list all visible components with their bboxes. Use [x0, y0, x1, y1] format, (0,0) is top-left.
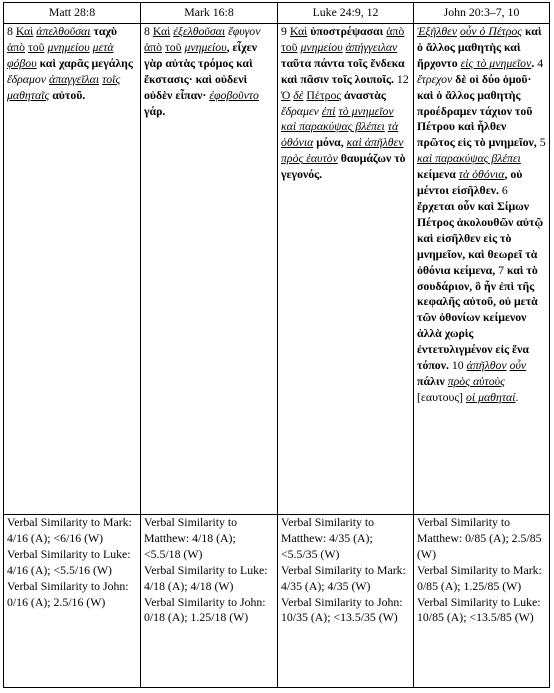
- passage-run: μνημείου: [300, 39, 343, 54]
- similarity-line: Verbal Similarity to John: 10/35 (A); <13.5/35 (W): [281, 594, 403, 625]
- passage-run: 12: [396, 71, 409, 86]
- passage-run: ἀναστὰς: [341, 87, 386, 102]
- passage-run: 9: [281, 24, 290, 38]
- passage-run: καὶ τὸ σουδάριον, ὃ ἦν ἐπὶ τῆς κεφαλῆς αὐτοῦ, οὐ μετὰ τῶν ὀθονίων κείμενον ἀλλὰ χωρὶς ἐντετυλιγμένον εἰς ἕνα τόπον.: [417, 262, 538, 373]
- passage-run: κείμενα: [417, 167, 459, 182]
- similarity-line: Verbal Similarity to Matthew: 0/85 (A); 2.5/85 (W): [417, 515, 542, 561]
- passage-run: ἀπὸ: [7, 39, 26, 54]
- passage-run: 4: [537, 55, 544, 70]
- passage-run: ταῦτα πάντα τοῖς ἕνδεκα καὶ πᾶσιν τοῖς λοιποῖς.: [281, 55, 405, 86]
- passage-text-john: [414, 24, 550, 515]
- passage-text-mark: [141, 24, 278, 515]
- passage-run: μνημείου: [47, 39, 90, 54]
- passage-run: ἐπὶ: [321, 103, 336, 118]
- passage-run: 6: [501, 183, 508, 198]
- similarity-line: Verbal Similarity to Mark: 0/85 (A); 1.25/85 (W): [417, 562, 542, 593]
- passage-run: ἀπήγγειλαν: [345, 39, 398, 54]
- text-row: [4, 24, 550, 515]
- passage-run: πάλιν: [417, 373, 448, 388]
- similarity-line: Verbal Similarity to Mark: 4/35 (A); 4/35 (W): [281, 562, 406, 593]
- similarity-line: Verbal Similarity to Mark: 4/16 (A); <6/16 (W): [7, 515, 132, 545]
- passage-run: ἔφυγον: [228, 24, 261, 38]
- similarity-luke: [278, 515, 414, 688]
- passage-run: .: [531, 55, 538, 70]
- passage-run: ἐφοβοῦντο: [209, 87, 259, 102]
- passage-run: Καὶ: [152, 24, 171, 38]
- passage-run: ἀπῆλθον: [466, 358, 507, 373]
- similarity-line: Verbal Similarity to Luke: 4/16 (A); <5.5/16 (W): [7, 546, 131, 577]
- passage-run: μετὰ φόβου: [7, 39, 114, 70]
- passage-run: καὶ παρακύψας βλέπει: [281, 119, 385, 134]
- synopsis-table: [3, 2, 550, 688]
- similarity-line: Verbal Similarity to John: 0/16 (A); 2.5/16 (W): [7, 578, 129, 609]
- column-header-luke: Luke 24:9, 12: [278, 3, 414, 24]
- passage-run: ἀπαγγεῖλαι: [49, 71, 100, 86]
- passage-run: καὶ παρακύψας βλέπει: [417, 151, 521, 166]
- passage-run: τοῖς μαθηταῖς: [7, 71, 121, 102]
- passage-run: οἱ μαθηταί: [465, 389, 516, 404]
- passage-run: 8: [144, 24, 153, 38]
- passage-run: [εαυτους]: [417, 389, 466, 404]
- passage-run: , οὐ μέντοι εἰσῆλθεν.: [417, 167, 523, 198]
- passage-run: δὲ οἱ δύο ὁμοῦ· καὶ ὁ ἄλλος μαθητὴς προέδραμεν τάχιον τοῦ Πέτρου καὶ ἦλθεν πρῶτος εἰς τὸ μνημεῖον,: [417, 71, 540, 150]
- similarity-row: [4, 515, 550, 688]
- passage-run: 5: [539, 135, 546, 150]
- passage-run: γάρ.: [144, 103, 166, 118]
- passage-run: καὶ ἀπῆλθεν πρὸς ἑαυτὸν: [281, 135, 404, 166]
- similarity-mark: [141, 515, 278, 688]
- passage-run: ἔδραμεν: [281, 103, 319, 118]
- passage-run: .: [515, 389, 519, 404]
- passage-run: 10: [451, 358, 467, 373]
- similarity-john: [414, 515, 550, 688]
- passage-run: Πέτρος: [306, 87, 342, 102]
- passage-run: ταχὺ: [90, 24, 118, 38]
- passage-run: αὐτοῦ.: [49, 87, 86, 102]
- passage-run: τὸ μνημεῖον: [338, 103, 394, 118]
- passage-run: Ὁ: [281, 87, 291, 102]
- passage-run: τοῦ: [281, 39, 298, 54]
- similarity-line: Verbal Similarity to Luke: 10/85 (A); <13.5/85 (W): [417, 594, 541, 625]
- passage-run: ἔδραμον: [7, 71, 47, 86]
- passage-run: ἀπὸ: [386, 24, 405, 38]
- passage-run: οὖν: [509, 358, 527, 373]
- passage-run: εἰς τὸ μνημεῖον: [460, 55, 532, 70]
- passage-text-luke: [278, 24, 414, 515]
- similarity-matthew: [4, 515, 141, 688]
- passage-run: μόνα,: [313, 135, 347, 150]
- passage-run: , εἶχεν γὰρ αὐτὰς τρόμος καὶ ἔκστασις· καὶ οὐδενὶ οὐδὲν εἶπαν·: [144, 39, 257, 102]
- passage-run: Καὶ: [15, 24, 34, 38]
- passage-run: θαυμάζων τὸ γεγονός.: [281, 151, 406, 182]
- passage-run: ἔτρεχον: [417, 71, 453, 86]
- passage-run: καὶ χαρᾶς μεγάλης: [36, 55, 133, 70]
- similarity-line: Verbal Similarity to Matthew: 4/35 (A); <5.5/35 (W): [281, 515, 375, 561]
- passage-run: ἀπελθοῦσαι: [36, 24, 91, 38]
- similarity-line: Verbal Similarity to John: 0/18 (A); 1.25/18 (W): [144, 594, 266, 625]
- passage-run: τὰ ὀθόνια: [281, 119, 399, 150]
- passage-run: μνημείου: [184, 39, 227, 54]
- passage-run: δὲ: [293, 87, 304, 102]
- passage-run: τὰ ὀθόνια: [458, 167, 505, 182]
- passage-run: ἔρχεται οὖν καὶ Σίμων Πέτρος ἀκολουθῶν αὐτῷ καὶ εἰσῆλθεν εἰς τὸ μνημεῖον, καὶ θεωρεῖ τὰ ὀθόνια κείμενα,: [417, 198, 544, 277]
- passage-run: τοῦ: [28, 39, 45, 54]
- passage-run: ἀπὸ: [144, 39, 163, 54]
- passage-run: ὑποστρέψασαι: [307, 24, 387, 38]
- passage-text-matthew: [4, 24, 141, 515]
- header-row: [4, 3, 550, 24]
- passage-run: 8: [7, 24, 16, 38]
- passage-run: πρὸς αὐτοὺς: [447, 373, 505, 388]
- passage-run: Καὶ: [289, 24, 308, 38]
- similarity-line: Verbal Similarity to Luke: 4/18 (A); 4/18 (W): [144, 562, 268, 593]
- similarity-line: Verbal Similarity to Matthew: 4/18 (A); <5.5/18 (W): [144, 515, 238, 561]
- passage-run: τοῦ: [165, 39, 182, 54]
- passage-run: οὖν ὁ Πέτρος: [460, 24, 523, 38]
- passage-run: καὶ ὁ ἄλλος μαθητὴς καὶ ἤρχοντο: [417, 24, 542, 70]
- passage-run: 7: [498, 262, 508, 277]
- passage-run: Ἐξῆλθεν: [417, 24, 458, 38]
- column-header-mark: Mark 16:8: [141, 3, 278, 24]
- passage-run: ἐξελθοῦσαι: [173, 24, 226, 38]
- column-header-john: John 20:3–7, 10: [414, 3, 550, 24]
- column-header-matthew: Matt 28:8: [4, 3, 141, 24]
